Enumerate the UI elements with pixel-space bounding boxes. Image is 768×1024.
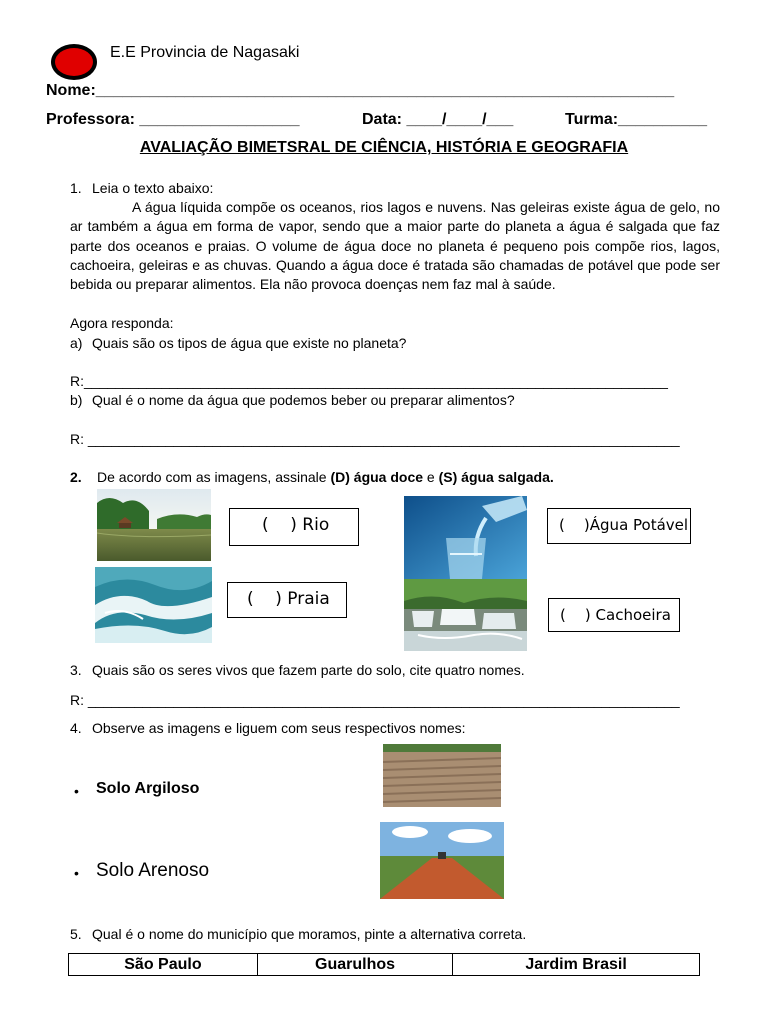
q4-question: Observe as imagens e liguem com seus respectivos nomes:	[92, 720, 466, 736]
page-title: AVALIAÇÃO BIMETSRAL DE CIÊNCIA, HISTÓRIA E GEOGRAFIA	[139, 139, 629, 156]
solo-arenoso-label: Solo Arenoso	[96, 860, 210, 881]
bullet-icon: •	[74, 865, 79, 881]
teacher-field: Professora: __________________	[46, 111, 300, 128]
q2-instruction	[97, 469, 554, 485]
q1a-label: a)	[70, 335, 83, 351]
name-field: Nome:_________________________________________________________________	[46, 82, 675, 99]
school-name: E.E Provincia de Nagasaki	[110, 44, 300, 61]
q5-question: Qual é o nome do município que moramos, pinte a alternativa correta.	[92, 926, 527, 942]
sandy-soil-image	[380, 822, 504, 899]
q3-answer-line: R: ____________________________________________________________________________	[70, 692, 680, 708]
q2-text-pre: De acordo com as imagens, assinale	[97, 469, 331, 485]
school-logo	[49, 42, 99, 82]
river-image	[97, 489, 211, 561]
q4-number: 4.	[70, 720, 82, 736]
solo-argiloso-label: Solo Argiloso	[96, 780, 200, 797]
clay-soil-image	[383, 744, 501, 807]
q2-number: 2.	[70, 469, 82, 485]
q1b-label: b)	[70, 392, 83, 408]
municipality-options-table	[68, 953, 700, 976]
bullet-icon: •	[74, 783, 79, 799]
class-field: Turma:__________	[565, 111, 708, 128]
option-rio-label: ( ) Rio	[262, 515, 330, 535]
wave-image	[95, 567, 212, 643]
option-cachoeira-box[interactable]	[548, 598, 680, 632]
option-potavel-box[interactable]	[547, 508, 691, 544]
q1b-answer-line: R: ____________________________________________________________________________	[70, 431, 680, 447]
potable-water-image	[404, 496, 527, 579]
q1a-question: Quais são os tipos de água que existe no planeta?	[92, 335, 407, 351]
q1-reading-text	[70, 198, 720, 294]
q3-number: 3.	[70, 662, 82, 678]
q1-prompt: Leia o texto abaixo:	[92, 180, 214, 196]
option-cachoeira-label: ( ) Cachoeira	[560, 606, 671, 624]
option-potavel-label: ( )Água Potável	[559, 516, 689, 534]
q1-number: 1.	[70, 180, 82, 196]
q1b-question: Qual é o nome da água que podemos beber ou preparar alimentos?	[92, 392, 515, 408]
date-field: Data: ____/____/___	[362, 111, 514, 128]
q2-bold-doce: (D) água doce	[330, 469, 424, 485]
option-jardim-brasil[interactable]: Jardim Brasil	[453, 954, 700, 976]
q2-text-mid: e	[423, 469, 439, 485]
option-praia-box[interactable]	[227, 582, 347, 618]
q1-agora: Agora responda:	[70, 315, 174, 331]
option-praia-label: ( ) Praia	[247, 589, 330, 609]
option-sao-paulo[interactable]: São Paulo	[69, 954, 258, 976]
waterfall-image	[404, 579, 527, 651]
option-rio-box[interactable]	[229, 508, 359, 546]
q3-question: Quais são os seres vivos que fazem parte do solo, cite quatro nomes.	[92, 662, 525, 678]
q5-number: 5.	[70, 926, 82, 942]
q1a-answer-line: R:___________________________________________________________________________	[70, 373, 668, 389]
q1-reading-body: A água líquida compõe os oceanos, rios lagos e nuvens. Nas geleiras existe água de gelo, no ar também a água em forma de vapor, sendo que a maior parte do planeta a água é salgada que faz parte dos oceanos e praias. O volume de água doce no planeta é pequeno pois compõe rios, lagos, cachoeira, geleiras e as chuvas. Quando a água doce é tratada são chamadas de potável que pode ser bebida ou preparar alimentos. Ela não provoca doenças nem faz mal à saúde.	[70, 199, 720, 293]
option-guarulhos[interactable]: Guarulhos	[257, 954, 452, 976]
q2-bold-salgada: (S) água salgada.	[438, 469, 554, 485]
